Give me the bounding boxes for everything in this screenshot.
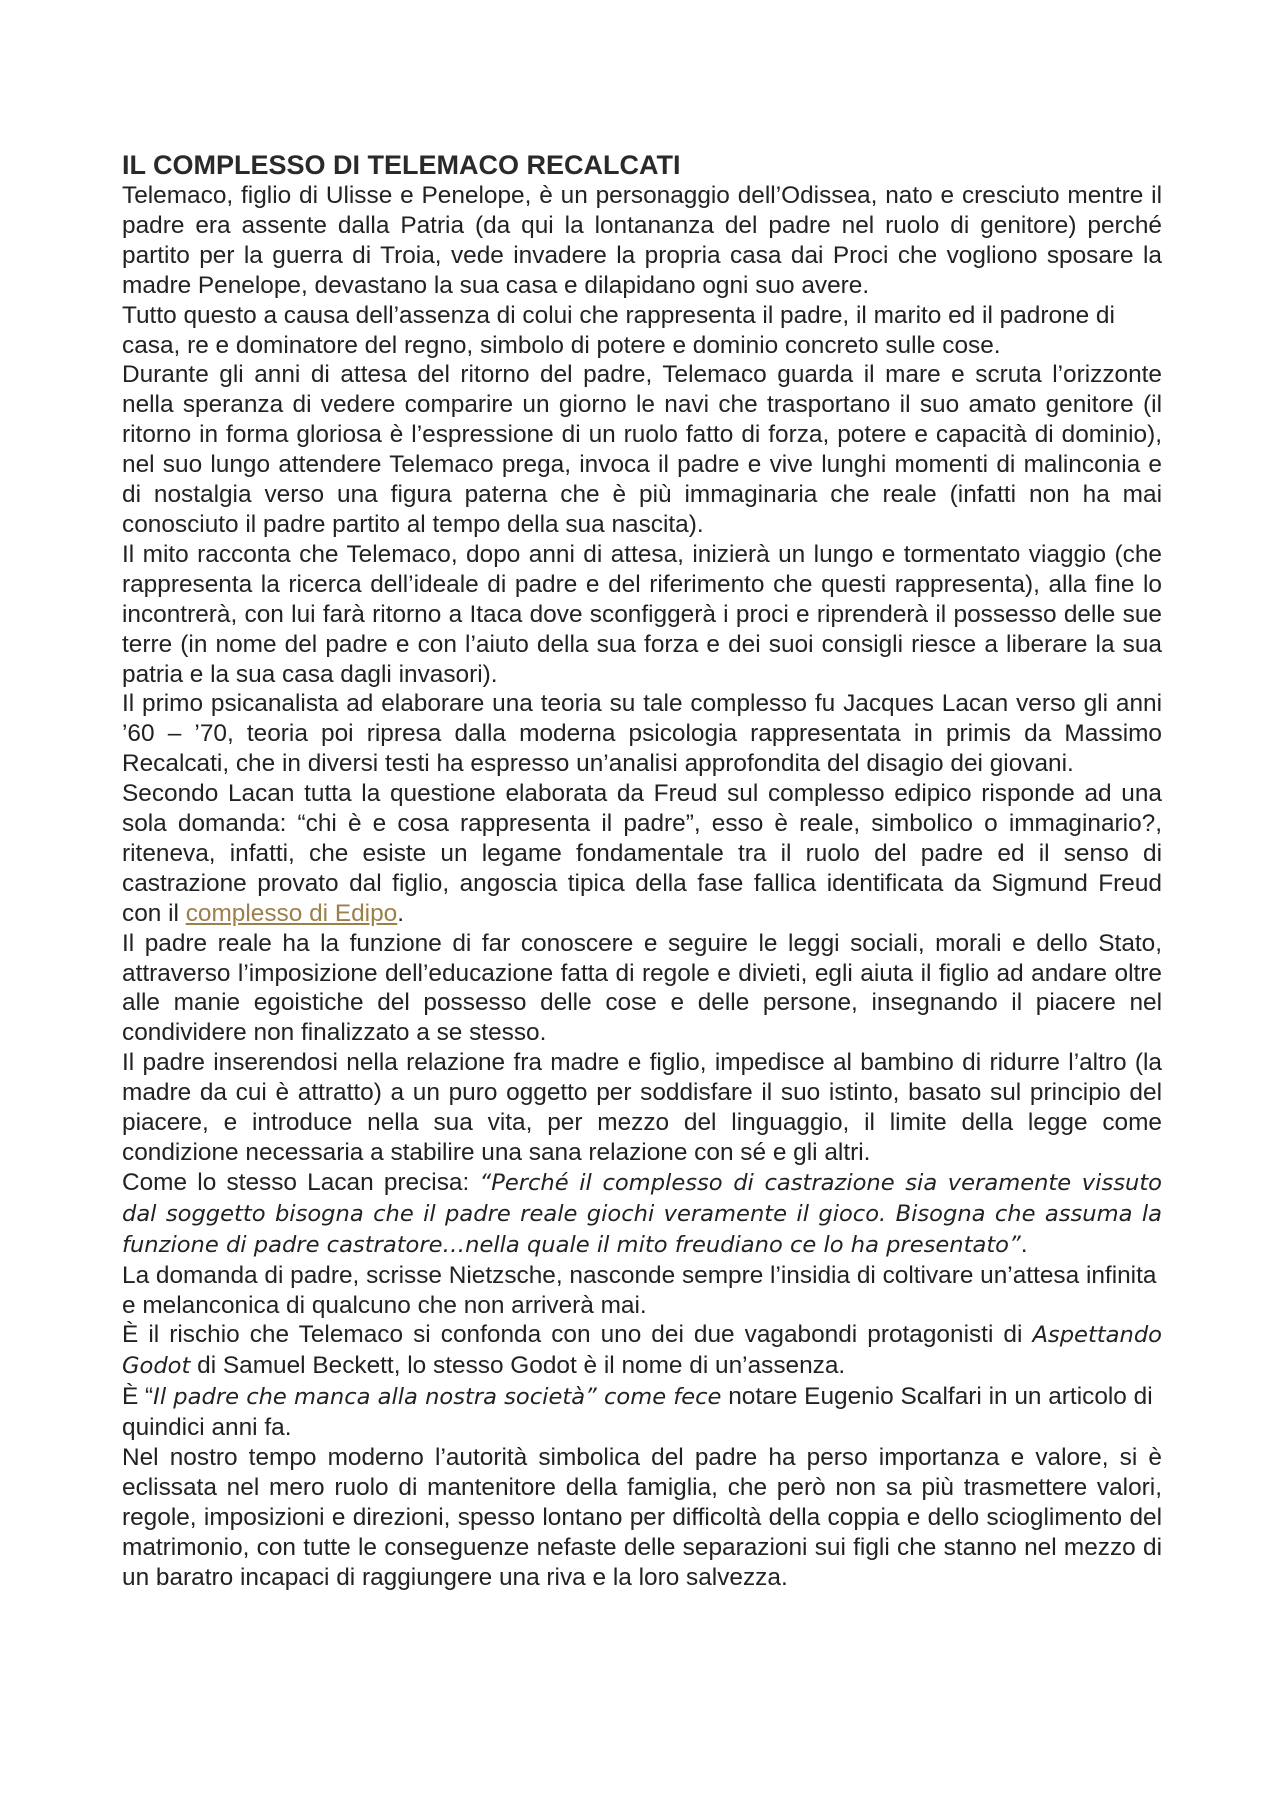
- paragraph-3: Durante gli anni di attesa del ritorno del padre, Telemaco guarda il mare e scruta l’orizzonte nella speranza di vedere comparire un giorno le navi che trasportano il suo amato genitore (il ritorno in forma gloriosa è l’espressione di un ruolo fatto di forza, potere e capacità di dominio), nel suo lungo attendere Telemaco prega, invoca il padre e vive lunghi momenti di malinconia e di nostalgia verso una figura paterna che è più immaginaria che reale (infatti non ha mai conosciuto il padre partito al tempo della sua nascita).: [122, 361, 1162, 538]
- paragraph-11: [122, 1320, 1162, 1382]
- paragraph-11-a: È il rischio che Telemaco si confonda con uno dei due vagabondi protagonisti di: [122, 1321, 1033, 1349]
- paragraph-6-text: Secondo Lacan tutta la questione elaborata da Freud sul complesso edipico risponde ad una sola domanda: “chi è e cosa rappresenta il padre”, esso è reale, simbolico o immaginario?, riteneva, infatti, che esiste un legame fondamentale tra il ruolo del padre ed il senso di castrazione provato dal figlio, angoscia tipica della fase fallica identificata da Sigmund Freud con il: [122, 780, 1162, 927]
- lacan-quote: “Perché il complesso di castrazione sia veramente vissuto dal soggetto bisogna che il padre reale giochi veramente il gioco. Bisogna che assuma la funzione di padre castratore…nella quale il mito freudiano ce lo ha presentato”: [122, 1169, 1162, 1258]
- paragraph-7: Il padre reale ha la funzione di far conoscere e seguire le leggi sociali, morali e dello Stato, attraverso l’imposizione dell’educazione fatta di regole e divieti, egli aiuta il figlio ad andare oltre alle manie egoistiche del possesso delle cose e delle persone, insegnando il piacere nel condividere non finalizzato a se stesso.: [122, 929, 1162, 1047]
- paragraph-9-end: .: [1020, 1230, 1028, 1258]
- paragraph-8: Il padre inserendosi nella relazione fra madre e figlio, impedisce al bambino di ridurre l’altro (la madre da cui è attratto) a un puro oggetto per soddisfare il suo istinto, basato sul principio del piacere, e introduce nella sua vita, per mezzo del linguaggio, il limite della legge come condizione necessaria a stabilire una sana relazione con sé e gli altri.: [122, 1049, 1162, 1166]
- document-title: IL COMPLESSO DI TELEMACO RECALCATI: [122, 150, 681, 180]
- paragraph-13: Nel nostro tempo moderno l’autorità simbolica del padre ha perso importanza e valore, si è eclissata nel mero ruolo di mantenitore della famiglia, che però non sa più trasmettere valori, regole, imposizioni e direzioni, spesso lontano per difficoltà della coppia e dello scioglimento del matrimonio, con tutte le conseguenze nefaste delle separazioni sui figli che stanno nel mezzo di un baratro incapaci di raggiungere una riva e la loro salvezza.: [122, 1444, 1162, 1591]
- paragraph-2: Tutto questo a causa dell’assenza di colui che rappresenta il padre, il marito ed il padrone di casa, re e dominatore del regno, simbolo di potere e dominio concreto sulle cose.: [122, 301, 1115, 359]
- paragraph-1: Telemaco, figlio di Ulisse e Penelope, è un personaggio dell’Odissea, nato e cresciuto mentre il padre era assente dalla Patria (da qui la lontananza del padre nel ruolo di genitore) perché partito per la guerra di Troia, vede invadere la propria casa dai Proci che vogliono sposare la madre Penelope, devastano la sua casa e dilapidano ogni suo avere.: [122, 182, 1162, 299]
- paragraph-10: La domanda di padre, scrisse Nietzsche, nasconde sempre l’insidia di coltivare un’attesa infinita e melanconica di qualcuno che non arriverà mai.: [122, 1261, 1157, 1319]
- paragraph-4: Il mito racconta che Telemaco, dopo anni di attesa, inizierà un lungo e tormentato viaggio (che rappresenta la ricerca dell’ideale di padre e del riferimento che questi rappresenta), alla fine lo incontrerà, con lui farà ritorno a Itaca dove sconfiggerà i proci e riprenderà il possesso delle sue terre (in nome del padre e con l’aiuto della sua forza e dei suoi consigli riesce a liberare la sua patria e la sua casa dagli invasori).: [122, 540, 1162, 688]
- scalfari-quote: Il padre che manca alla nostra società” come fece: [153, 1384, 722, 1411]
- godot-title: Aspettando Godot: [122, 1322, 1162, 1380]
- paragraph-11-b: di Samuel Beckett, lo stesso Godot è il nome di un’assenza.: [190, 1352, 846, 1380]
- paragraph-6: [122, 779, 1162, 929]
- edipo-link[interactable]: complesso di Edipo: [185, 899, 398, 927]
- paragraph-9: [122, 1168, 1162, 1261]
- paragraph-5: Il primo psicanalista ad elaborare una teoria su tale complesso fu Jacques Lacan verso gli anni ’60 – ’70, teoria poi ripresa dalla moderna psicologia rappresentata in primis da Massimo Recalcati, che in diversi testi ha espresso un’analisi approfondita del disagio dei giovani.: [122, 690, 1162, 778]
- paragraph-9-text: Come lo stesso Lacan precisa:: [122, 1168, 480, 1196]
- document-page: [122, 148, 1162, 1593]
- paragraph-6-end: .: [397, 899, 405, 927]
- paragraph-12-b: notare Eugenio Scalfari in un articolo di quindici anni fa.: [122, 1383, 1153, 1442]
- paragraph-12: [122, 1382, 1162, 1443]
- paragraph-12-a: È “: [122, 1383, 154, 1411]
